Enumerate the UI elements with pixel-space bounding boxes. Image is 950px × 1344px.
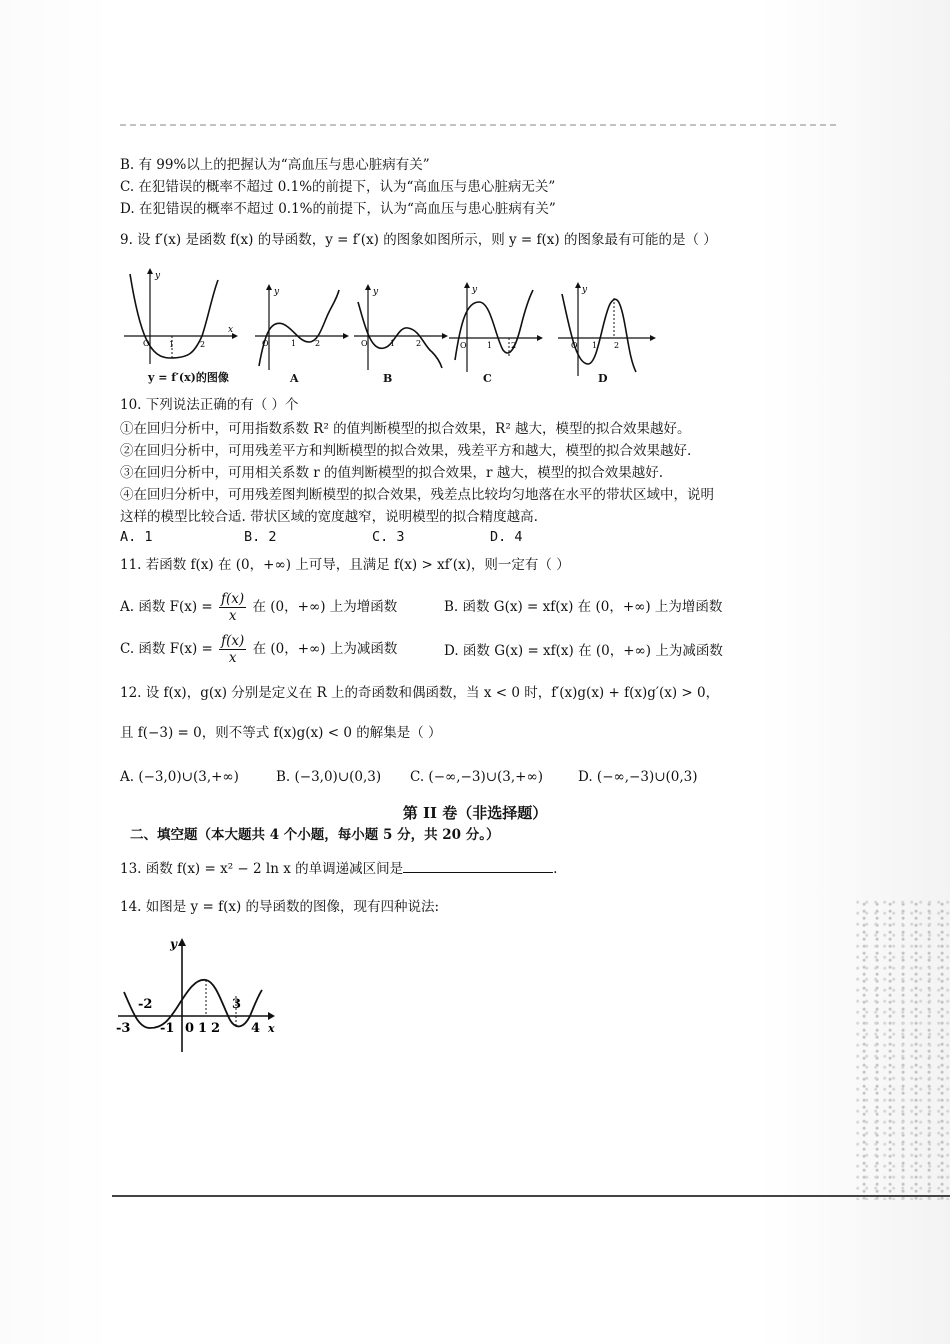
q12-stem-2: 且 f(−3) = 0，则不等式 f(x)g(x) < 0 的解集是（ ） (120, 725, 442, 741)
q14-derivative-graph (112, 934, 282, 1054)
svg-text:O: O (460, 341, 467, 350)
q10-option-d: D. 4 (490, 529, 523, 545)
q8-option-b: B. 有 99%以上的把握认为“高血压与患心脏病有关” (120, 157, 430, 173)
q13-answer-blank[interactable] (403, 858, 553, 873)
svg-text:y: y (472, 285, 478, 295)
q12-stem-1: 12. 设 f(x)，g(x) 分别是定义在 R 上的奇函数和偶函数，当 x < 0 时，f′(x)g(x) + f(x)g′(x) > 0， (120, 685, 720, 701)
q14-stem: 14. 如图是 y = f(x) 的导函数的图像，现有四种说法: (120, 899, 440, 915)
svg-text:y: y (274, 287, 280, 297)
q10-stem: 10. 下列说法正确的有（ ）个 (120, 397, 299, 413)
q10-statement-4a: ④在回归分析中，可用残差图判断模型的拟合效果，残差点比较均匀地落在水平的带状区域中，说明 (120, 487, 714, 503)
q10-option-a: A. 1 (120, 529, 153, 545)
q9-graph-d (556, 280, 656, 380)
q9-given-axis-x: x (228, 325, 234, 335)
svg-text:2: 2 (416, 339, 422, 348)
q9-label-b: B (383, 372, 393, 385)
q9-given-graph (120, 266, 240, 366)
q9-stem: 9. 设 f′(x) 是函数 f(x) 的导函数，y = f′(x) 的图象如图所示，则 y = f(x) 的图象最有可能的是（ ） (120, 232, 717, 248)
q12-option-a: A. (−3,0)∪(3,+∞) (120, 769, 239, 785)
part-2-title: 第 II 卷（非选择题） (402, 804, 548, 822)
q10-statement-4b: 这样的模型比较合适. 带状区域的宽度越窄，说明模型的拟合精度越高. (120, 509, 538, 525)
q10-statement-2: ②在回归分析中，可用残差平方和判断模型的拟合效果，残差平方和越大，模型的拟合效果越好. (120, 443, 692, 459)
q12-option-d: D. (−∞,−3)∪(0,3) (578, 769, 698, 785)
q9-given-axis-y: y (155, 271, 161, 281)
q9-label-d: D (598, 372, 608, 385)
q14-axis-y: y (170, 937, 177, 951)
q14-tick-neg3: -3 (116, 1021, 131, 1036)
q12-option-c: C. (−∞,−3)∪(3,+∞) (410, 769, 543, 785)
q9-label-c: C (483, 372, 492, 385)
q14-tick-4: 4 (251, 1021, 261, 1036)
svg-text:O: O (361, 339, 368, 348)
svg-text:O: O (571, 341, 578, 350)
fill-in-section-header: 二、填空题（本大题共 4 个小题，每小题 5 分，共 20 分。） (130, 827, 500, 843)
q14-tick-3: 3 (232, 997, 242, 1012)
svg-text:1: 1 (390, 339, 396, 348)
q9-label-a: A (290, 372, 299, 385)
q11-option-c: C. 函数 F(x) = $\frac{f(x)}{x}$ 在 (0，+∞) 上为减函数 (120, 633, 398, 666)
q9-given-caption: y = f′(x)的图像 (148, 371, 229, 384)
q14-tick-neg2: -2 (138, 997, 153, 1012)
q13-stem: 13. 函数 f(x) = x² − 2 ln x 的单调递减区间是 . (120, 858, 557, 878)
scan-noise (855, 900, 950, 1200)
q14-tick-2: 2 (211, 1021, 221, 1036)
q8-option-c: C. 在犯错误的概率不超过 0.1%的前提下，认为“高血压与患心脏病无关” (120, 179, 556, 195)
q14-axis-x: x (268, 1022, 275, 1035)
svg-text:2: 2 (614, 341, 620, 350)
q11-stem: 11. 若函数 f(x) 在 (0，+∞) 上可导，且满足 f(x) > xf′(x)，则一定有（ ） (120, 557, 570, 573)
q9-given-tick-1: 1 (169, 340, 175, 349)
scan-edge-bottom (112, 1195, 950, 1197)
q9-given-origin: O (143, 339, 150, 348)
svg-text:2: 2 (511, 341, 517, 350)
q9-graph-b (352, 282, 448, 372)
q8-option-d: D. 在犯错误的概率不超过 0.1%的前提下，认为“高血压与患心脏病有关” (120, 201, 556, 217)
q10-option-b: B. 2 (244, 529, 277, 545)
svg-text:2: 2 (315, 339, 321, 348)
q14-tick-neg1: -1 (160, 1021, 175, 1036)
q11-option-d: D. 函数 G(x) = xf(x) 在 (0，+∞) 上为减函数 (444, 643, 723, 659)
q10-statement-3: ③在回归分析中，可用相关系数 r 的值判断模型的拟合效果，r 越大，模型的拟合效果越好. (120, 465, 664, 481)
svg-text:y: y (582, 285, 588, 295)
q12-option-b: B. (−3,0)∪(0,3) (276, 769, 382, 785)
q14-tick-1: 1 (198, 1021, 208, 1036)
q9-given-tick-2: 2 (200, 340, 206, 349)
q9-graph-c (447, 280, 543, 375)
svg-text:1: 1 (487, 341, 493, 350)
q9-graph-a (253, 282, 349, 372)
q11-option-b: B. 函数 G(x) = xf(x) 在 (0，+∞) 上为增函数 (444, 599, 723, 615)
svg-text:1: 1 (291, 339, 297, 348)
q14-tick-0: 0 (185, 1021, 195, 1036)
svg-text:O: O (262, 339, 269, 348)
svg-text:1: 1 (592, 341, 598, 350)
svg-text:y: y (373, 287, 379, 297)
q10-option-c: C. 3 (372, 529, 405, 545)
q10-statement-1: ①在回归分析中，可用指数系数 R² 的值判断模型的拟合效果，R² 越大，模型的拟合效果越好。 (120, 421, 691, 437)
q11-option-a: A. 函数 F(x) = $\frac{f(x)}{x}$ 在 (0，+∞) 上为增函数 (120, 591, 398, 624)
scan-edge-top (120, 124, 840, 126)
